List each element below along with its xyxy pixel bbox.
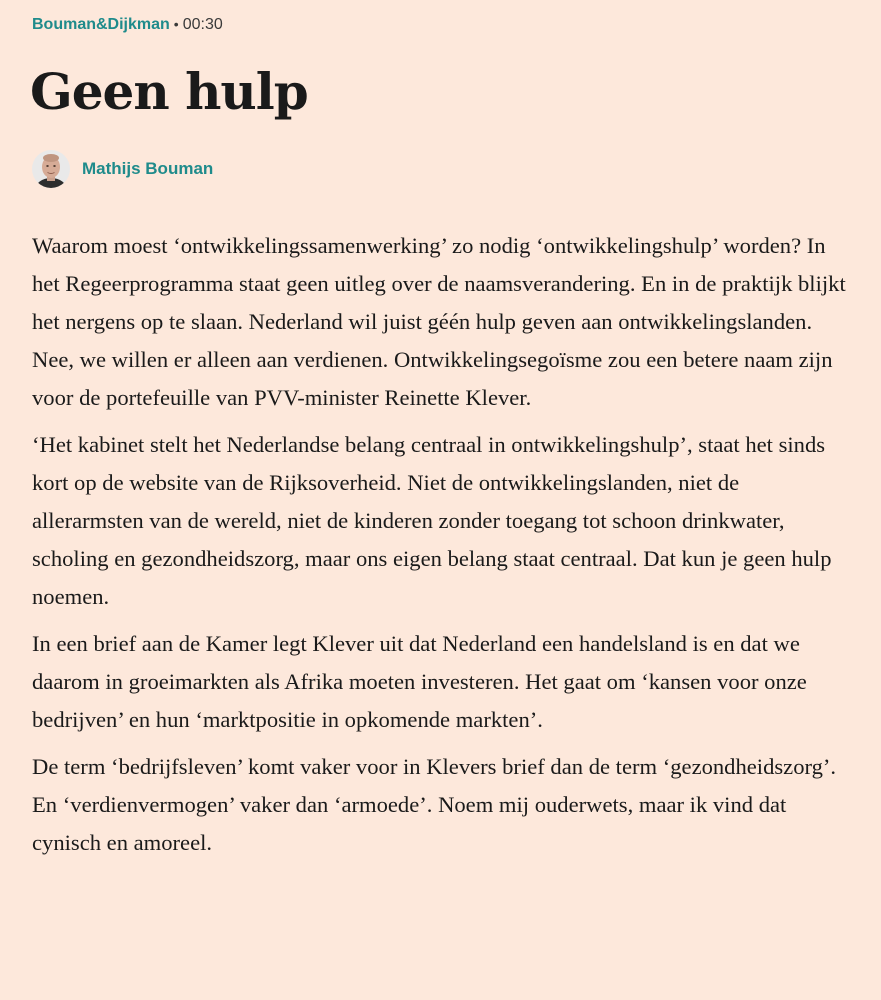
paragraph: De term ‘bedrijfsleven’ komt vaker voor in Klevers brief dan de term ‘gezondheidszorg’. En ‘verdienvermogen’ vaker dan ‘armoede’. Noem mij ouderwets, maar ik vind dat cynisch en amoreel. [32, 754, 837, 855]
paragraph: Waarom moest ‘ontwikkelingssamenwerking’ zo nodig ‘ontwikkelingshulp’ worden? In het Regeerprogramma staat geen uitleg over de naamsverandering. En in de praktijk blijkt het nergens op te slaan. Nederland wil juist géén hulp geven aan ontwikkelingslanden. Nee, we willen er alleen aan verdienen. Ontwikkelingsegoïsme zou een betere naam zijn voor de portefeuille van PVV-minister Reinette Klever. [32, 233, 846, 410]
publish-time: 00:30 [182, 16, 223, 33]
author-name-link[interactable]: Mathijs Bouman [82, 159, 214, 178]
author-byline[interactable] [32, 150, 213, 188]
article-meta [32, 14, 223, 35]
author-portrait-icon[interactable] [32, 150, 70, 188]
article-body [32, 227, 853, 871]
article-title: Geen hulp [30, 62, 308, 121]
meta-separator: • [173, 16, 179, 32]
paragraph: In een brief aan de Kamer legt Klever uit dat Nederland een handelsland is en dat we daarom in groeimarkten als Afrika moeten investeren. Het gaat om ‘kansen voor onze bedrijven’ en hun ‘marktpositie in opkomende markten’. [32, 631, 807, 732]
section-link[interactable]: Bouman&Dijkman [32, 16, 170, 33]
paragraph: ‘Het kabinet stelt het Nederlandse belang centraal in ontwikkelingshulp’, staat het sinds kort op de website van de Rijksoverheid. Niet de ontwikkelingslanden, niet de allerarmsten van de wereld, niet de kinderen zonder toegang tot schoon drinkwater, scholing en gezondheidszorg, maar ons eigen belang staat centraal. Dat kun je geen hulp noemen. [32, 432, 832, 609]
